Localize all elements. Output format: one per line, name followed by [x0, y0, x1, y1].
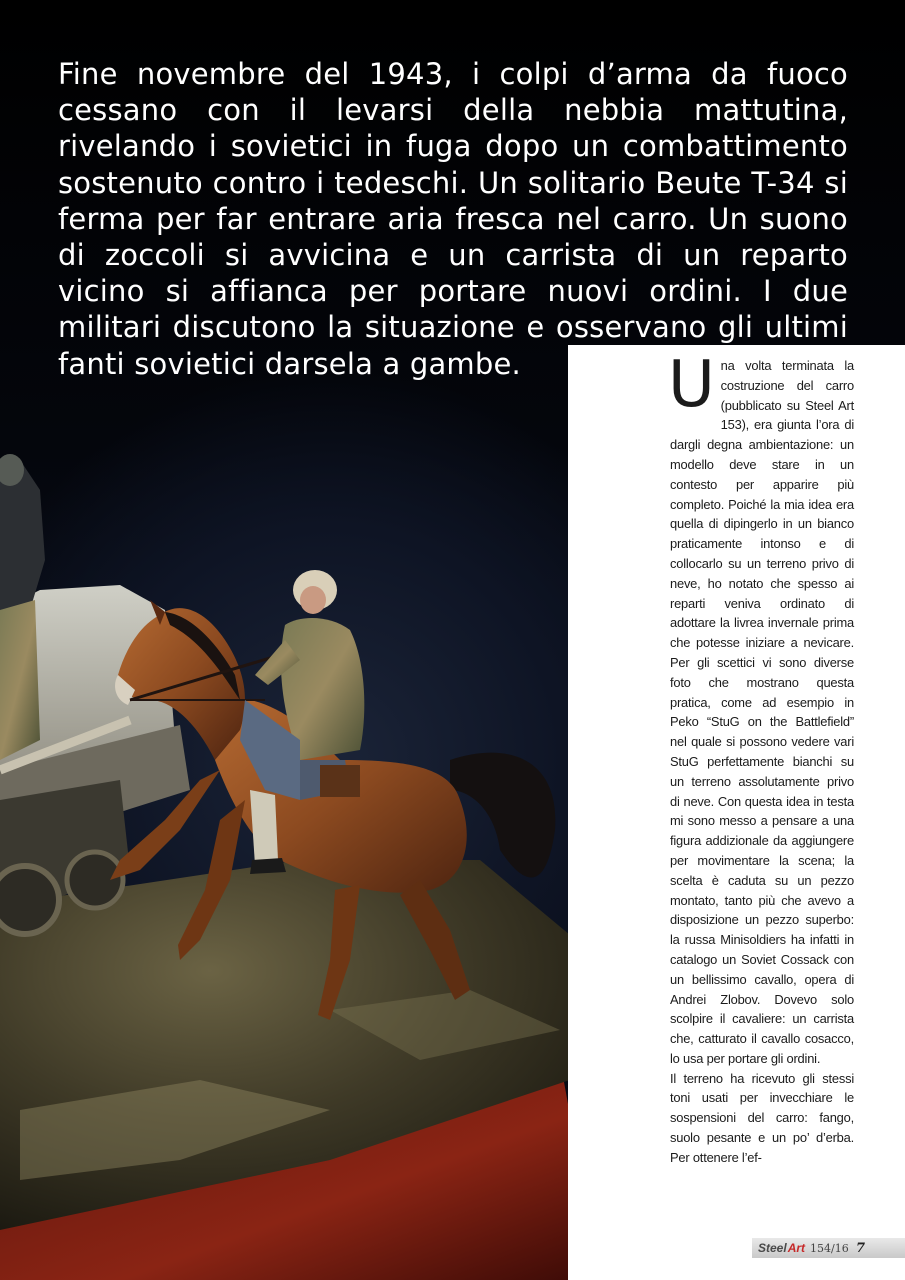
page-footer [752, 1238, 905, 1258]
paragraph-1-text: na volta terminata la costruzione del carro (pubblicato su Steel Art 153), era giunta l’ora di dargli degna ambientazione: un modello deve stare in un contesto per apparire più completo. Poiché la mia idea era quella di dipingerlo in un bianco praticamente intonso e di collocarlo su un terreno privo di neve, ho notato che spesso ai reparti veniva ordinato di adottare la livrea invernale prima che potesse iniziare a nevicare. Per gli scettici vi sono diverse foto che mostrano questa pratica, come ad esempio in Peko “StuG on the Battlefield” nel quale si possono vedere vari StuG perfettamente bianchi su un terreno assolutamente privo di neve. Con questa idea in testa mi sono messo a pensare a una figura addizionale da aggiungere per movimentare la scena; la scelta è caduta su un pezzo montato, tanto più che avevo a disposizione un pezzo superbo: la russa Minisoldiers ha infatti in catalogo un Soviet Cossack con un bellissimo cavallo, opera di Andrei Zlobov. Dovevo solo scolpire il cavaliere: un carrista che, catturato il cavallo cosacco, lo usa per portare gli ordini. [670, 358, 854, 1066]
steel-art-logo [758, 1241, 805, 1255]
issue-number: 154/16 [810, 1241, 849, 1255]
logo-steel-text: Steel [758, 1241, 787, 1255]
paragraph-1 [668, 348, 854, 1069]
page-number: 7 [855, 1240, 865, 1256]
article-body [668, 348, 854, 1168]
paragraph-2: Il terreno ha ricevuto gli stessi toni usati per invecchiare le sospensioni del carro: fango, suolo pesante e un po’ d’erba. Per ottenere l’ef- [670, 1070, 854, 1165]
logo-art-text: Art [787, 1241, 806, 1255]
drop-cap: U [668, 348, 715, 422]
intro-paragraph: Fine novembre del 1943, i colpi d’arma da fuoco cessano con il levarsi della nebbia mattutina, rivelando i sovietici in fuga dopo un combattimento sostenuto contro i tedeschi. Un solitario Beute T-34 si ferma per far entrare aria fresca nel carro. Un suono di zoccoli si avvicina e un carrista di un reparto vicino si affianca per portare nuovi ordini. I due militari discutono la situazione e osservano gli ultimi fanti sovietici darsela a gambe. [58, 57, 848, 381]
